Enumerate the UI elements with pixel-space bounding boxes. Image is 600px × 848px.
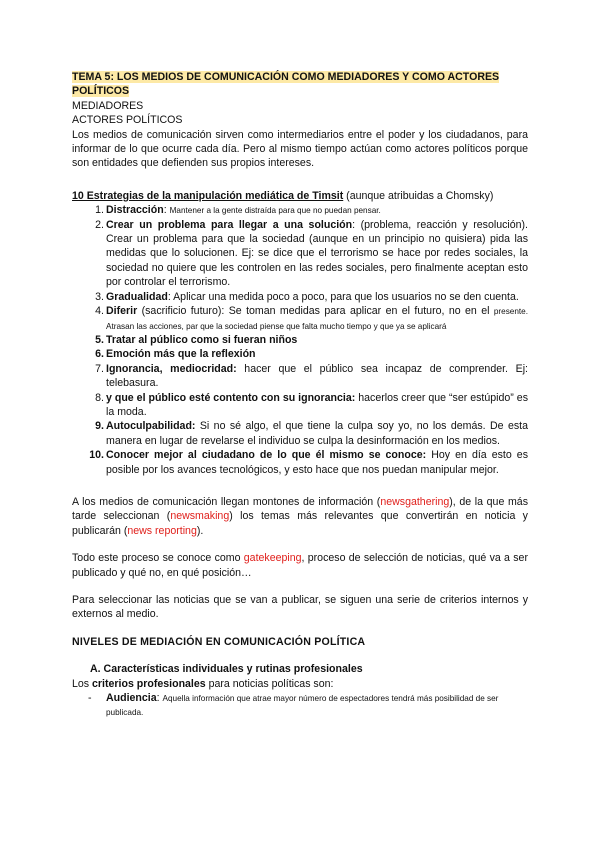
strategy-term: Crear un problema para llegar a una solución — [106, 218, 353, 231]
strategy-text: Hoy en día esto es posible por los avances tecnológicos, y esto hace que nos puedan manipular mejor. — [106, 449, 528, 476]
paragraph-newsgathering — [72, 495, 528, 538]
strategy-term: Autoculpabilidad: — [106, 420, 196, 433]
criteria-small-text: Aquella información que atrae mayor número de espectadores tendrá más posibilidad de ser publicada. — [106, 694, 499, 718]
strategy-small-text: presente. Atrasan las acciones, par que la sociedad piense que falta mucho tiempo y que ya se aplicará — [106, 307, 528, 331]
strategy-small-text: Mantener a la gente distraída para que no puedan pensar. — [169, 206, 381, 216]
list-item — [72, 448, 528, 477]
text-run: Los — [72, 677, 93, 690]
criteria-term: Audiencia — [106, 692, 157, 705]
list-number: 7. — [95, 362, 104, 375]
list-item — [72, 691, 528, 720]
text-run: , proceso de selección de noticias, qué va a ser publicado y qué no, en qué posición… — [72, 552, 528, 579]
list-bullet: - — [88, 692, 92, 705]
list-number: 2. — [95, 218, 104, 231]
text-run: ). — [196, 524, 204, 537]
paragraph-criteria: Para seleccionar las noticias que se van a publicar, se siguen una serie de criterios internos y externos al medio. — [72, 594, 528, 621]
list-item — [72, 203, 528, 217]
strategies-list — [72, 203, 528, 477]
list-number: 4. — [95, 305, 104, 318]
list-number: 8. — [95, 391, 104, 404]
strategy-text: hacer que el público sea incapaz de comprender. Ej: telebasura. — [106, 362, 528, 390]
criteria-list — [72, 691, 528, 720]
list-item — [72, 391, 528, 420]
strategy-text: hacerlos creer que “ser estúpido” es la moda. — [106, 391, 528, 418]
list-number: 3. — [95, 290, 104, 303]
strategy-term: Distracción — [106, 204, 164, 217]
list-item — [72, 290, 528, 304]
strategy-text: : Aplicar una medida poco a poco, para que los usuarios no se den cuenta. — [167, 290, 519, 303]
text-run: Todo este proceso se conoce como — [72, 552, 244, 565]
list-number: 9. — [95, 420, 104, 433]
strategy-term: Ignorancia, mediocridad: — [106, 362, 237, 375]
document-title: TEMA 5: LOS MEDIOS DE COMUNICACIÓN COMO MEDIADORES Y COMO ACTORES POLÍTICOS — [72, 71, 500, 98]
title-block — [72, 70, 528, 99]
strategy-term: Tratar al público como si fueran niños — [106, 333, 298, 346]
document-page — [72, 70, 528, 720]
strategy-term: Conocer mejor al ciudadano de lo que él mismo se conoce: — [106, 449, 427, 462]
intro-paragraph: Los medios de comunicación sirven como intermediarios entre el poder y los ciudadanos, para informar de lo que ocurre cada día. Pero al mismo tiempo actúan como actores políticos porque son entidades que defienden sus propios intereses. — [72, 128, 528, 170]
text-run: para noticias políticas son: — [205, 677, 334, 690]
strategy-term: Emoción más que la reflexión — [106, 348, 256, 361]
strategy-term: Gradualidad — [106, 290, 168, 303]
highlight-term: news reporting — [127, 524, 197, 537]
list-item — [72, 347, 528, 361]
section-title: NIVELES DE MEDIACIÓN EN COMUNICACIÓN POLÍTICA — [72, 635, 366, 648]
list-item — [72, 304, 528, 333]
list-item — [72, 419, 528, 448]
criteria-intro — [72, 677, 528, 691]
list-number: 1. — [95, 204, 104, 217]
strategy-text: Si no sé algo, el que tiene la culpa soy yo, no los demás. De esta manera en lugar de revelarse el individuo se culpa la desinformación en los medios. — [106, 420, 528, 447]
strategies-heading-title: 10 Estrategias de la manipulación mediática de Timsit — [72, 189, 344, 202]
paragraph-gatekeeping — [72, 551, 528, 580]
strategies-heading-note: (aunque atribuidas a Chomsky) — [343, 189, 494, 202]
list-number: 10. — [89, 449, 104, 462]
text-run: ), de la que más tarde seleccionan ( — [72, 495, 528, 523]
criteria-term: criterios profesionales — [92, 677, 206, 690]
text-run: ) los temas más relevantes que convertirán en noticia y publicarán ( — [72, 510, 528, 537]
highlight-term: newsmaking — [170, 510, 230, 523]
list-number: 6. — [95, 348, 104, 361]
strategy-text: : (problema, reacción y resolución). Crear un problema para que la sociedad (aunque en un principio no quisiera) pida las medidas que lo solucionen. Ej: se dice que el terrorismo se hace por redes sociales, la sociedad no quiere que les controlen en las redes sociales, pero finalmente aceptan esto por controlar el terrorismo. — [106, 218, 529, 289]
line-actores: ACTORES POLÍTICOS — [72, 114, 183, 127]
line-mediadores: MEDIADORES — [72, 99, 144, 112]
strategy-term: Diferir — [106, 305, 138, 318]
list-item — [72, 362, 528, 391]
criteria-text: : — [156, 692, 163, 705]
strategies-heading — [72, 189, 528, 203]
strategy-text: : — [163, 204, 170, 217]
list-item — [72, 333, 528, 347]
strategy-text: (sacrificio futuro): Se toman medidas para aplicar en el futuro, no en el — [137, 305, 494, 318]
subsection-a-title: A. Características individuales y rutinas profesionales — [90, 663, 363, 676]
strategy-term: y que el público esté contento con su ignorancia: — [106, 391, 356, 404]
list-number: 5. — [95, 333, 104, 346]
highlight-term: gatekeeping — [243, 552, 302, 565]
list-item — [72, 218, 528, 290]
text-run: A los medios de comunicación llegan montones de información ( — [72, 495, 381, 508]
highlight-term: newsgathering — [380, 495, 450, 508]
